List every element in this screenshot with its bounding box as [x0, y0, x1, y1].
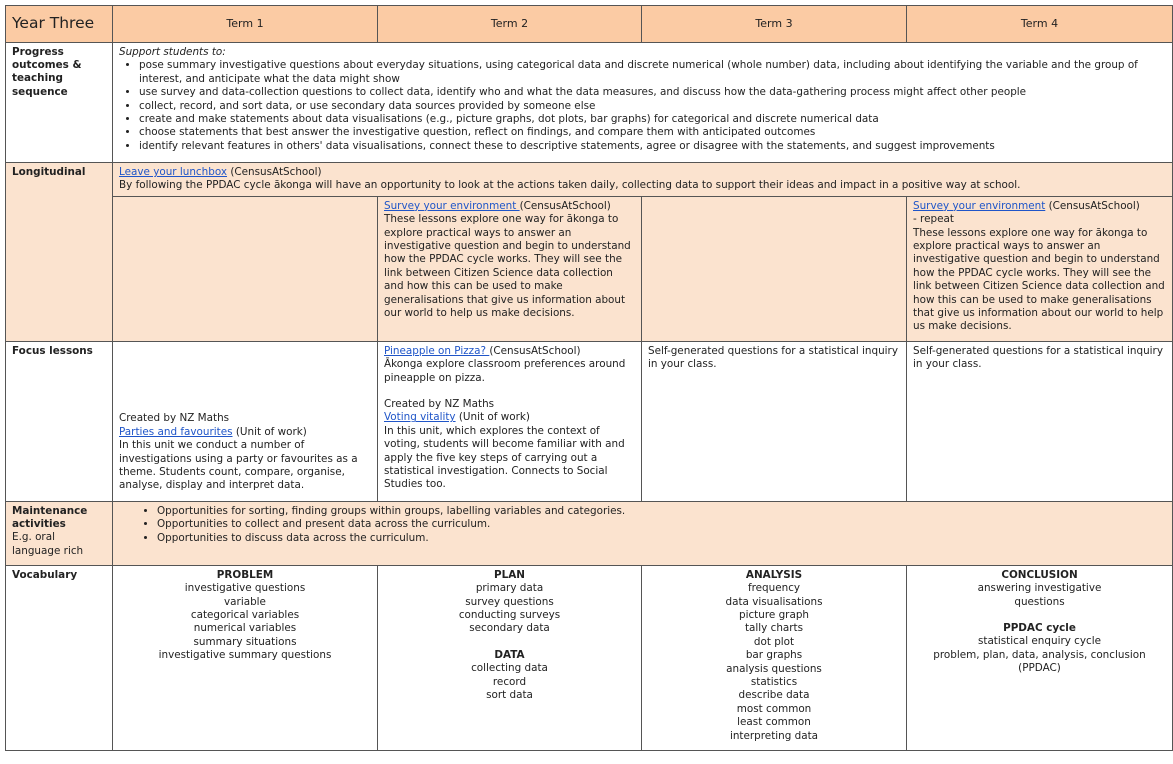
longitudinal-term-2: [378, 196, 642, 341]
term1-created-by: Created by NZ Maths: [119, 412, 230, 425]
progress-content: [113, 43, 1173, 163]
vocab-term: analysis questions: [726, 662, 822, 675]
pineapple-on-pizza-link[interactable]: Pineapple on Pizza?: [384, 344, 490, 357]
focus-label: Focus lessons: [6, 341, 113, 501]
progress-item: • use survey and data-collection questions to collect data, identify who and what the data measures, and discuss how the data-gathering process might affect other people: [139, 86, 1166, 99]
parties-and-favourites-link[interactable]: Parties and favourites: [119, 425, 233, 438]
vocab-term: tally charts: [744, 622, 804, 635]
longitudinal-term-4: [907, 196, 1173, 341]
vocab-term: dot plot: [753, 635, 795, 648]
focus-row: [6, 341, 1173, 501]
vocab-term: secondary data: [469, 622, 550, 635]
longitudinal-description: By following the PPDAC cycle ākonga will have an opportunity to look at the actions taken daily, collecting data to support their ideas and impact in a positive way at school.: [119, 179, 1021, 192]
survey-your-environment-repeat-link[interactable]: Survey your environment: [913, 199, 1046, 212]
term1-description: In this unit we conduct a number of investigations using a party or favourites as a theme. Students count, compare, organise, analyse, display and interpret data.: [119, 439, 358, 492]
vocab-term: describe data: [738, 689, 810, 702]
progress-item: • pose summary investigative questions about everyday situations, using categorical data and discrete numerical (whole number) data, including about identifying the variable and the group of interest, and anticipate what the data might show: [139, 59, 1166, 86]
focus-term-1: [113, 341, 378, 501]
vocab-term: bar graphs: [745, 649, 803, 662]
progress-label: Progress outcomes & teaching sequence: [6, 43, 113, 163]
term-4-header: Term 4: [907, 6, 1173, 43]
focus-term-3: Self-generated questions for a statistical inquiry in your class.: [642, 341, 907, 501]
maintenance-list: [119, 505, 1166, 545]
progress-intro: Support students to:: [119, 46, 226, 58]
progress-item: • identify relevant features in others' data visualisations, connect these to descriptive statements, agree or disagree with the statements, and suggest improvements: [139, 140, 1166, 153]
vocabulary-row: [6, 565, 1173, 750]
vocab-ppdac-head: PPDAC cycle: [1003, 622, 1076, 635]
longitudinal-row: [6, 163, 1173, 197]
vocab-term: collecting data: [471, 662, 548, 675]
term2-description: These lessons explore one way for ākonga to explore practical ways to answer an investigative question and begin to understand how the PPDAC cycle works. They will see the link between Citizen Science data collection and how this can be used to make generalisations that give us information about our world to help us make decisions.: [384, 213, 631, 320]
vocab-conclusion: [907, 565, 1173, 750]
longitudinal-summary: [113, 163, 1173, 197]
voting-vitality-link[interactable]: Voting vitality: [384, 411, 456, 424]
vocab-data-head: DATA: [494, 648, 525, 661]
vocabulary-label: Vocabulary: [6, 565, 113, 750]
vocab-term: statistics: [750, 676, 798, 689]
vocab-term: investigative summary questions: [158, 649, 332, 662]
term-2-header: Term 2: [378, 6, 642, 43]
progress-row: [6, 43, 1173, 163]
vocab-term: numerical variables: [193, 622, 297, 635]
vocab-analysis: [642, 565, 907, 750]
year-title: Year Three: [6, 6, 113, 43]
vocab-term: problem, plan, data, analysis, conclusion (PPDAC): [933, 648, 1146, 675]
vocab-analysis-head: ANALYSIS: [745, 568, 803, 581]
term4-repeat: - repeat: [913, 213, 954, 226]
maintenance-content: [113, 501, 1173, 565]
term-3-header: Term 3: [642, 6, 907, 43]
maintenance-row: [6, 501, 1173, 565]
maintenance-item: • Opportunities to discuss data across the curriculum.: [157, 532, 1166, 545]
progress-item: • create and make statements about data visualisations (e.g., picture graphs, dot plots, bar graphs) for categorical and discrete numerical data: [139, 113, 1166, 126]
maintenance-label: Maintenance activities: [12, 504, 88, 531]
survey-your-environment-link[interactable]: Survey your environment: [384, 199, 520, 212]
vocab-problem-head: PROBLEM: [216, 568, 274, 581]
vocab-term: picture graph: [738, 609, 809, 622]
vocab-term: statistical enquiry cycle: [977, 635, 1102, 648]
longitudinal-source: (CensusAtSchool): [227, 166, 322, 178]
vocab-term: sort data: [486, 689, 533, 702]
vocab-term: survey questions: [465, 595, 554, 608]
vocab-term: categorical variables: [190, 609, 300, 622]
vocab-term: least common: [737, 716, 811, 729]
vocab-term: data visualisations: [725, 595, 823, 608]
term4-description: These lessons explore one way for ākonga to explore practical ways to answer an investigative question and begin to understand how the PPDAC cycle works. They will see the link between Citizen Science data collection and how this can be used to make generalisations that give us information about our world to help us make decisions.: [913, 226, 1165, 333]
focus-term-4: Self-generated questions for a statistical inquiry in your class.: [907, 341, 1173, 501]
leave-your-lunchbox-link[interactable]: Leave your lunchbox: [119, 166, 228, 178]
pineapple-source: (CensusAtSchool): [489, 344, 581, 357]
maintenance-item: • Opportunities to collect and present data across the curriculum.: [157, 518, 1166, 531]
voting-unit: (Unit of work): [455, 411, 530, 424]
longitudinal-term-1: [113, 196, 378, 341]
vocab-term: primary data: [475, 582, 544, 595]
header-row: [6, 6, 1173, 43]
vocab-term: conducting surveys: [458, 609, 561, 622]
vocab-plan-head: PLAN: [494, 568, 525, 581]
vocab-term: interpreting data: [729, 729, 819, 742]
vocab-plan-data: [378, 565, 642, 750]
vocab-term: summary situations: [193, 635, 297, 648]
vocab-term: frequency: [747, 582, 801, 595]
maintenance-item: • Opportunities for sorting, finding groups within groups, labelling variables and categories.: [157, 505, 1166, 518]
vocab-term: answering investigative questions: [977, 582, 1102, 608]
term-1-header: Term 1: [113, 6, 378, 43]
longitudinal-terms-row: [6, 196, 1173, 341]
progress-item: • choose statements that best answer the investigative question, reflect on findings, and compare them with anticipated outcomes: [139, 126, 1166, 139]
term1-unit: (Unit of work): [232, 425, 307, 438]
term4-source: (CensusAtSchool): [1045, 199, 1140, 212]
longitudinal-term-3: [642, 196, 907, 341]
progress-list: [119, 59, 1166, 153]
vocab-term: record: [492, 675, 527, 688]
year-three-plan-table: [5, 5, 1173, 751]
term2-created-by: Created by NZ Maths: [384, 398, 495, 411]
maintenance-label-cell: [6, 501, 113, 565]
progress-item: • collect, record, and sort data, or use secondary data sources provided by someone else: [139, 100, 1166, 113]
longitudinal-label: Longitudinal: [6, 163, 113, 342]
vocab-problem: [113, 565, 378, 750]
focus-term-2: [378, 341, 642, 501]
term2-source: (CensusAtSchool): [519, 199, 611, 212]
maintenance-sublabel: E.g. oral language rich: [12, 531, 84, 557]
vocab-term: variable: [224, 595, 266, 608]
vocab-term: investigative questions: [184, 582, 306, 595]
voting-description: In this unit, which explores the context of voting, students will become familiar with and apply the five key steps of carrying out a statistical investigation. Connects to Social Studies too.: [384, 424, 625, 491]
vocab-conclusion-head: CONCLUSION: [1001, 568, 1078, 581]
pineapple-description: Ākonga explore classroom preferences around pineapple on pizza.: [384, 358, 626, 384]
vocab-term: most common: [736, 702, 812, 715]
